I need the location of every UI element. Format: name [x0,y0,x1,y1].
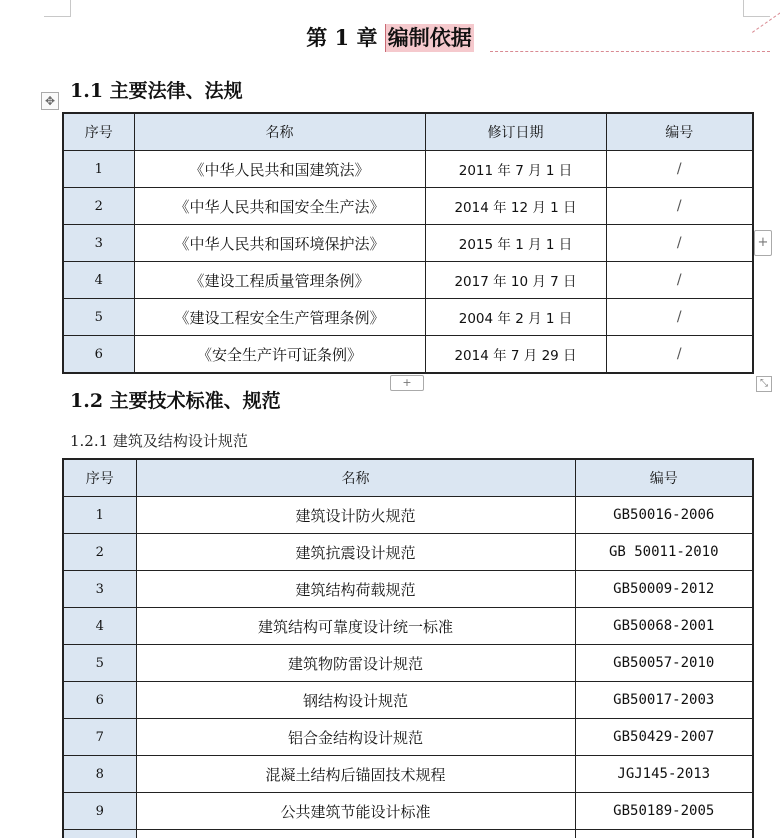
table-row [63,682,753,719]
table-cell[interactable]: 4 [63,608,136,645]
table-cell[interactable]: JGJ145-2013 [575,756,753,793]
chapter-number: 第 1 章 [306,25,378,50]
table-row [63,608,753,645]
table-cell[interactable]: 建筑结构可靠度设计统一标准 [136,608,575,645]
section-heading-1-1: 1.1 主要法律、法规 [70,80,243,102]
table-cell[interactable]: / [606,225,753,262]
table-cell[interactable]: 5 [63,299,134,336]
table-row [63,793,753,830]
table-resize-icon[interactable]: ⤡ [756,376,772,392]
table-cell[interactable]: 5 [63,645,136,682]
column-header: 修订日期 [425,113,606,151]
table-cell[interactable]: 3 [63,225,134,262]
table-cell[interactable]: 《建设工程安全生产管理条例》 [134,299,425,336]
table-cell[interactable]: GB50068-2001 [575,608,753,645]
table-cell[interactable]: 混凝土结构后锚固技术规程 [136,756,575,793]
table-cell[interactable]: / [606,336,753,374]
table-cell[interactable]: 2014 年 12 月 1 日 [425,188,606,225]
table-row [63,534,753,571]
chapter-heading [0,22,780,52]
table-cell[interactable]: 《中华人民共和国环境保护法》 [134,225,425,262]
table-row [63,262,753,299]
laws-table-header [63,113,753,151]
table-cell[interactable]: 2015 年 1 月 1 日 [425,225,606,262]
table-cell[interactable]: GB50189-2005 [575,793,753,830]
revision-marker-line [490,51,770,55]
table-cell[interactable]: 1 [63,151,134,188]
table-cell[interactable]: 建筑抗震设计规范 [136,534,575,571]
table-cell[interactable] [575,830,753,838]
table-row [63,756,753,793]
add-column-button[interactable]: + [754,230,772,256]
subsection-heading-1-2-1: 1.2.1 建筑及结构设计规范 [70,432,248,450]
table-cell[interactable]: 2 [63,534,136,571]
table-row [63,497,753,534]
chapter-title-highlighted[interactable]: 编制依据 [385,24,474,52]
laws-table [62,112,754,374]
table-cell[interactable]: 2011 年 7 月 1 日 [425,151,606,188]
table-cell[interactable]: 1 [63,497,136,534]
table-row [63,151,753,188]
table-cell[interactable]: 钢结构设计规范 [136,682,575,719]
table-cell[interactable]: 《建设工程质量管理条例》 [134,262,425,299]
table-cell[interactable]: 4 [63,262,134,299]
column-header: 序号 [63,113,134,151]
table-cell[interactable]: 《中华人民共和国安全生产法》 [134,188,425,225]
design-codes-table [62,458,754,838]
table-cell[interactable]: GB50016-2006 [575,497,753,534]
section-heading-1-2: 1.2 主要技术标准、规范 [70,390,281,412]
table-cell[interactable]: 建筑物防雷设计规范 [136,645,575,682]
table-cell[interactable]: 6 [63,682,136,719]
table-cell[interactable]: 《中华人民共和国建筑法》 [134,151,425,188]
table-cell[interactable]: GB50017-2003 [575,682,753,719]
table-header-row [63,113,753,151]
table-move-icon[interactable]: ✥ [41,92,59,110]
table-cell[interactable]: 2017 年 10 月 7 日 [425,262,606,299]
table-row [63,719,753,756]
table-cell[interactable]: 2004 年 2 月 1 日 [425,299,606,336]
table-row [63,645,753,682]
page-corner-mark [743,0,770,17]
table-cell[interactable]: 《安全生产许可证条例》 [134,336,425,374]
table-cell[interactable]: 2014 年 7 月 29 日 [425,336,606,374]
table-cell[interactable]: / [606,299,753,336]
column-header: 编号 [575,459,753,497]
column-header: 名称 [136,459,575,497]
table-row [63,830,753,838]
table-cell[interactable]: 7 [63,719,136,756]
table-cell[interactable]: 公共建筑节能设计标准 [136,793,575,830]
design-codes-table-body [63,497,753,838]
add-row-button[interactable]: + [390,375,424,391]
table-cell[interactable]: GB50009-2012 [575,571,753,608]
table-cell[interactable]: 建筑设计防火规范 [136,497,575,534]
table-cell[interactable]: GB50429-2007 [575,719,753,756]
page-corner-mark [44,0,71,17]
column-header: 序号 [63,459,136,497]
table-header-row [63,459,753,497]
table-cell[interactable]: / [606,262,753,299]
column-header: 名称 [134,113,425,151]
table-cell[interactable] [63,830,136,838]
table-cell[interactable] [136,830,575,838]
table-cell[interactable]: 6 [63,336,134,374]
table-cell[interactable]: 8 [63,756,136,793]
laws-table-body [63,151,753,374]
table-cell[interactable]: 3 [63,571,136,608]
table-cell[interactable]: 9 [63,793,136,830]
table-cell[interactable]: 建筑结构荷载规范 [136,571,575,608]
table-row [63,188,753,225]
table-row [63,225,753,262]
table-cell[interactable]: / [606,151,753,188]
table-cell[interactable]: 铝合金结构设计规范 [136,719,575,756]
table-cell[interactable]: 2 [63,188,134,225]
design-codes-table-header [63,459,753,497]
table-row [63,571,753,608]
table-cell[interactable]: GB 50011-2010 [575,534,753,571]
table-cell[interactable]: / [606,188,753,225]
column-header: 编号 [606,113,753,151]
table-cell[interactable]: GB50057-2010 [575,645,753,682]
table-row [63,299,753,336]
table-row [63,336,753,374]
